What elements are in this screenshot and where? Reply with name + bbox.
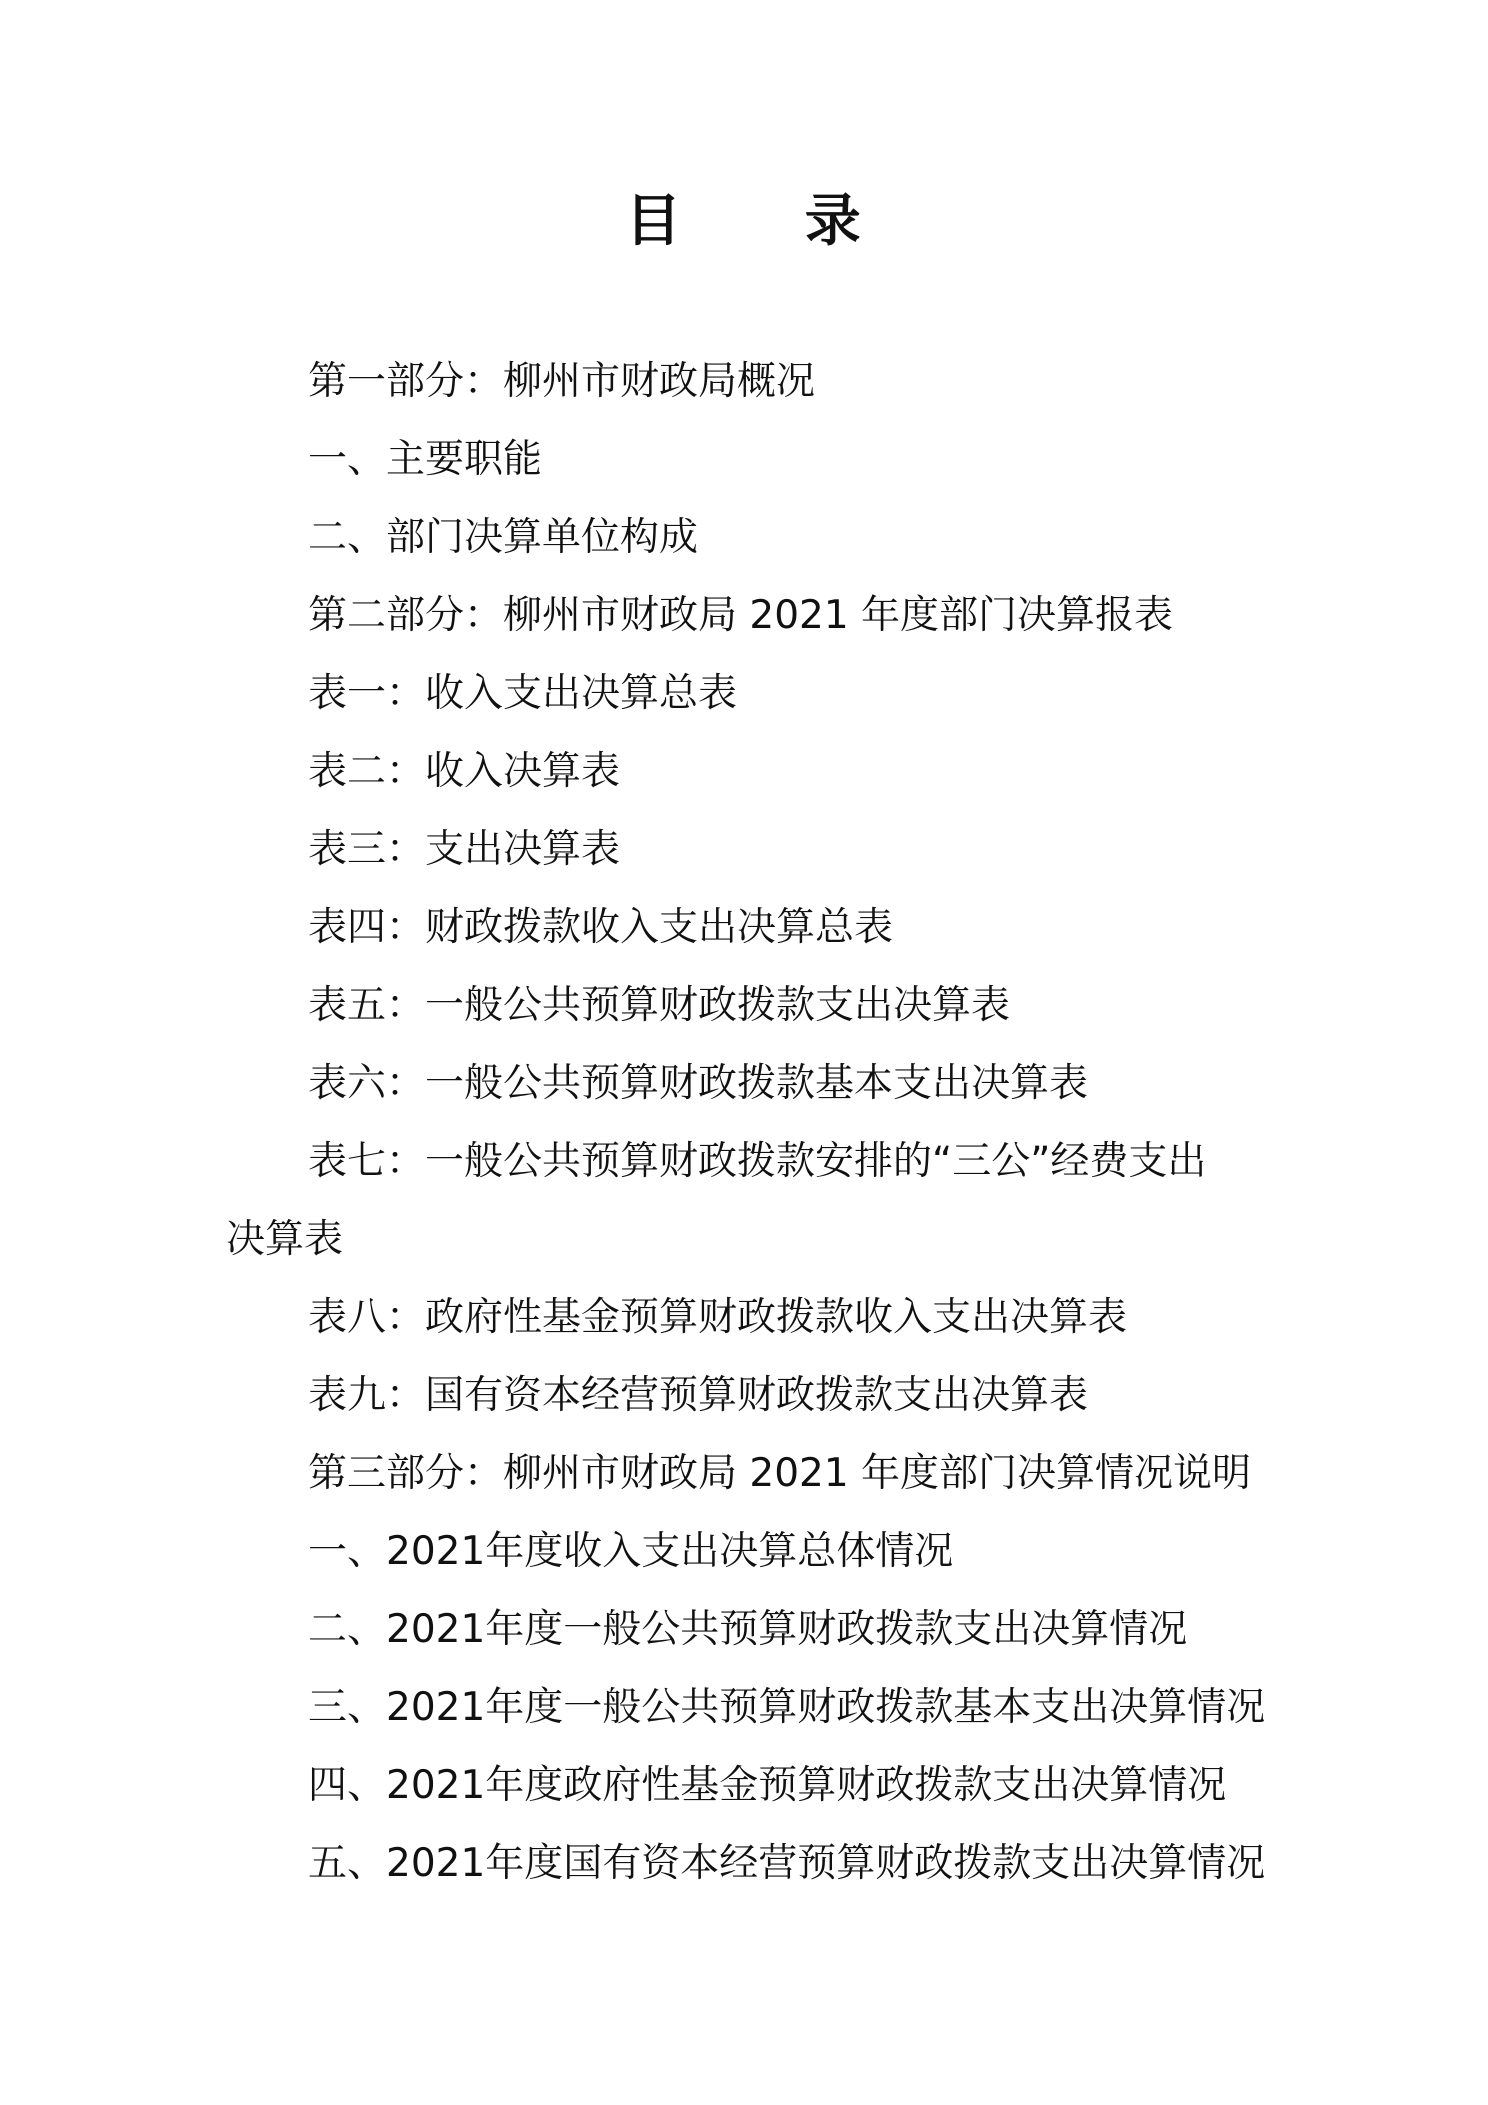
- page-title: 目 录: [625, 189, 863, 254]
- toc-item: 第三部分：柳州市财政局 2021 年度部门决算情况说明: [308, 1451, 1252, 1496]
- toc-item: 表七：一般公共预算财政拨款安排的“三公”经费支出决算表: [226, 1139, 1207, 1262]
- toc-item: 表二：收入决算表: [308, 749, 621, 794]
- toc-item: 四、2021年度政府性基金预算财政拨款支出决算情况: [308, 1763, 1227, 1808]
- toc-item: 一、主要职能: [308, 437, 543, 482]
- toc-item: 二、部门决算单位构成: [308, 515, 699, 560]
- toc-item: 表四：财政拨款收入支出决算总表: [308, 905, 894, 950]
- toc-item: 表九：国有资本经营预算财政拨款支出决算表: [308, 1373, 1089, 1418]
- toc-item: 表八：政府性基金预算财政拨款收入支出决算表: [308, 1295, 1128, 1340]
- toc-item: 表六：一般公共预算财政拨款基本支出决算表: [308, 1061, 1089, 1106]
- toc-item: 三、2021年度一般公共预算财政拨款基本支出决算情况: [308, 1685, 1266, 1730]
- toc-item: 表一：收入支出决算总表: [308, 671, 738, 716]
- toc-item: 五、2021年度国有资本经营预算财政拨款支出决算情况: [308, 1841, 1266, 1886]
- toc-item: 二、2021年度一般公共预算财政拨款支出决算情况: [308, 1607, 1188, 1652]
- toc-item: 一、2021年度收入支出决算总体情况: [308, 1529, 954, 1574]
- toc-item: 第二部分：柳州市财政局 2021 年度部门决算报表: [308, 593, 1174, 638]
- toc-item: 第一部分：柳州市财政局概况: [308, 359, 816, 404]
- table-of-contents: [226, 343, 1286, 1903]
- toc-item: 表三：支出决算表: [308, 827, 621, 872]
- toc-item: 表五：一般公共预算财政拨款支出决算表: [308, 983, 1011, 1028]
